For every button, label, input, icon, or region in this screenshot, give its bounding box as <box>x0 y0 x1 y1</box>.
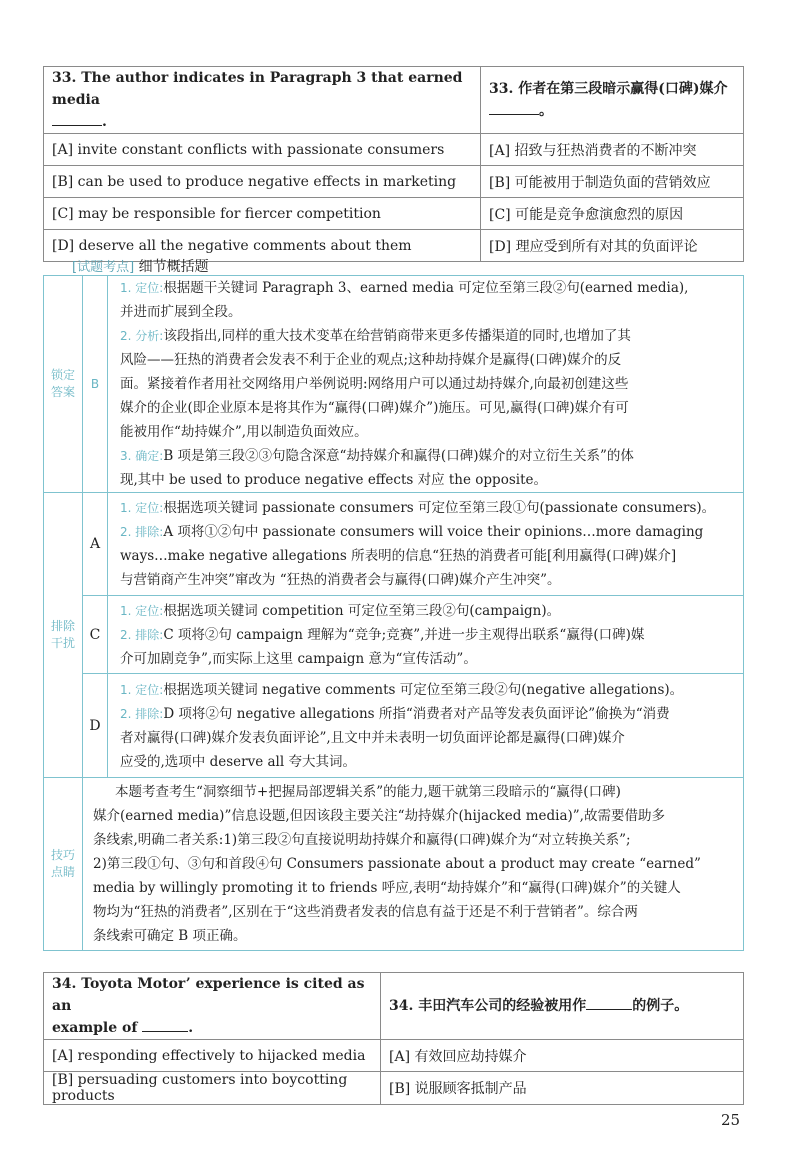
exclude-option-d-row <box>44 674 744 778</box>
exclude-option-c-explanation: 1. 定位:根据选项关键词 competition 可定位至第三段②句(campaign)。 2. 排除:C 项将②句 campaign 理解为“竞争;竞赛”,并进一步主观得出联系“赢得(口碑)媒 介可加剧竞争”,而实际上这里 campaign 意为“宣传活动”。 <box>108 596 744 674</box>
q34-option-a-en: [A] responding effectively to hijacked media <box>44 1040 381 1072</box>
q34-option-b-en: [B] persuading customers into boycotting products <box>44 1072 381 1105</box>
q33-option-c-en: [C] may be responsible for fiercer competition <box>44 198 481 230</box>
exclude-option-d-letter: D <box>83 674 108 778</box>
analysis-table <box>43 275 744 951</box>
exclude-option-a-letter: A <box>83 493 108 596</box>
question-34-en: 34. Toyota Motor’ experience is cited as an example of . <box>44 973 381 1040</box>
test-point-type: 细节概括题 <box>138 259 209 275</box>
exclude-option-a-row <box>44 493 744 596</box>
q33-option-b-cn: [B] 可能被用于制造负面的营销效应 <box>481 166 744 198</box>
exclude-option-d-explanation: 1. 定位:根据选项关键词 negative comments 可定位至第三段②句(negative allegations)。 2. 排除:D 项将②句 negative allegations 所指“消费者对产品等发表负面评论”偷换为“消费 者对赢得(口碑)媒介发表负面评论”,且文中并未表明一切负面评论都是赢得(口碑)媒介 应受的,选项中 deserve all 夸大其词。 <box>108 674 744 778</box>
q33-option-d-en: [D] deserve all the negative comments about them <box>44 230 481 262</box>
q33-option-c-cn: [C] 可能是竞争愈演愈烈的原因 <box>481 198 744 230</box>
locked-answer-letter: B <box>83 276 108 493</box>
q33-option-d-cn: [D] 理应受到所有对其的负面评论 <box>481 230 744 262</box>
q34-option-a-cn: [A] 有效回应劫持媒介 <box>381 1040 744 1072</box>
tips-explanation: 本题考查考生“洞察细节+把握局部逻辑关系”的能力,题干就第三段暗示的“赢得(口碑) 媒介(earned media)”信息设题,但因该段主要关注“劫持媒介(hijacked media)”,故需要借助多 条线索,明确二者关系:1)第三段②句直接说明劫持媒介和赢得(口碑)媒介为“对立转换关系”; 2)第三段①句、③句和首段④句 Consumers passionate about a product may create “earned” media by willingly promoting it to friends 呼应,表明“劫持媒介”和“赢得(口碑)媒介”的关键人 物均为“狂热的消费者”,区别在于“这些消费者发表的信息有益于还是不利于营销者”。综合两 条线索可确定 B 项正确。 <box>83 778 744 951</box>
question-33-cn: 33. 作者在第三段暗示赢得(口碑)媒介 。 <box>481 67 744 134</box>
tips-row <box>44 778 744 951</box>
q33-option-b-en: [B] can be used to produce negative effects in marketing <box>44 166 481 198</box>
exclude-distractors-side-label: 排除 干扰 <box>44 493 83 778</box>
q33-option-a-cn: [A] 招致与狂热消费者的不断冲突 <box>481 134 744 166</box>
locked-answer-row <box>44 276 744 493</box>
test-point-tag: [试题考点] <box>72 260 135 275</box>
page-number: 25 <box>721 1111 741 1129</box>
exclude-option-a-explanation: 1. 定位:根据选项关键词 passionate consumers 可定位至第三段①句(passionate consumers)。 2. 排除:A 项将①②句中 passionate consumers will voice their opinions…more damaging ways…make negative allegations 所表明的信息“狂热的消费者可能[利用赢得(口碑)媒介] 与营销商产生冲突”窜改为 “狂热的消费者会与赢得(口碑)媒介产生冲突”。 <box>108 493 744 596</box>
question-34-table <box>43 972 744 1105</box>
question-34-cn: 34. 丰田汽车公司的经验被用作 的例子。 <box>381 973 744 1040</box>
tips-side-label: 技巧 点睛 <box>44 778 83 951</box>
exclude-option-c-letter: C <box>83 596 108 674</box>
question-33-table <box>43 66 744 262</box>
q34-option-b-cn: [B] 说服顾客抵制产品 <box>381 1072 744 1105</box>
locked-answer-side-label: 锁定 答案 <box>44 276 83 493</box>
question-33-en: 33. The author indicates in Paragraph 3 that earned media . <box>44 67 481 134</box>
q33-option-a-en: [A] invite constant conflicts with passionate consumers <box>44 134 481 166</box>
exclude-option-c-row <box>44 596 744 674</box>
test-point-label <box>72 256 209 276</box>
locked-answer-explanation: 1. 定位:根据题干关键词 Paragraph 3、earned media 可定位至第三段②句(earned media), 并进而扩展到全段。 2. 分析:该段指出,同样的重大技术变革在给营销商带来更多传播渠道的同时,也增加了其 风险——狂热的消费者会发表不利于企业的观点;这种劫持媒介是赢得(口碑)媒介的反 面。紧接着作者用社交网络用户举例说明:网络用户可以通过劫持媒介,向最初创建这些 媒介的企业(即企业原本是将其作为“赢得(口碑)媒介”)施压。可见,赢得(口碑)媒介有可 能被用作“劫持媒介”,用以制造负面效应。 3. 确定:B 项是第三段②③句隐含深意“劫持媒介和赢得(口碑)媒介的对立衍生关系”的体 现,其中 be used to produce negative effects 对应 the opposite。 <box>108 276 744 493</box>
